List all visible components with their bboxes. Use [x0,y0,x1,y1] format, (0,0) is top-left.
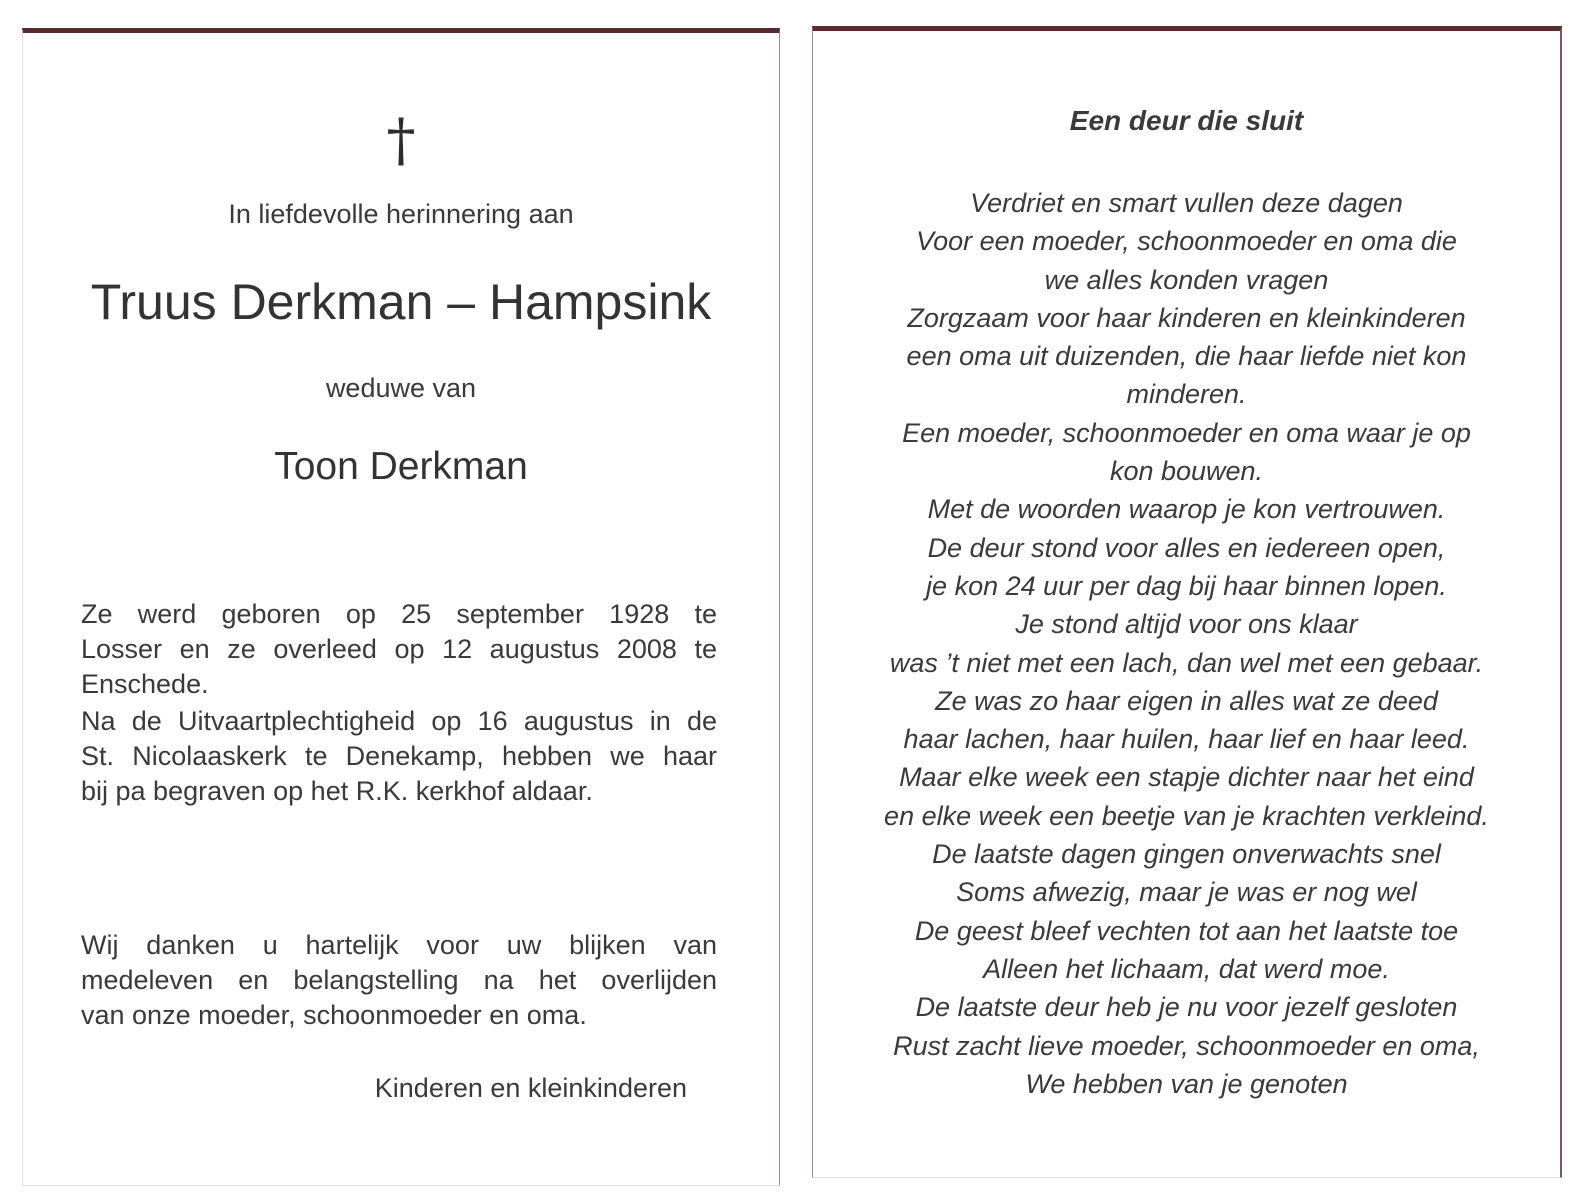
intro-text: In liefdevolle herinnering aan [228,199,574,229]
spouse-name: Toon Derkman [274,445,528,488]
poem-line: Soms afwezig, maar je was er nog wel [956,877,1417,908]
poem-line: Zorgzaam voor haar kinderen en kleinkinderen [907,302,1466,333]
cross-icon: † [386,106,416,174]
poem-line: De deur stond voor alles en iedereen open, [927,532,1446,563]
poem-line: haar lachen, haar huilen, haar lief en haar leed. [903,724,1470,755]
paragraph-line: St. Nicolaaskerk te Denekamp, hebben we haar [81,741,717,771]
poem-line: Een moeder, schoonmoeder en oma waar je op [902,417,1471,448]
poem-line: Ze was zo haar eigen in alles wat ze deed [935,685,1438,716]
poem-line: kon bouwen. [1109,456,1264,487]
memorial-card-front [22,28,780,1186]
poem-line: Je stond altijd voor ons klaar [1015,609,1358,640]
funeral-paragraph [81,704,717,809]
deceased-name: Truus Derkman – Hampsink [90,274,712,330]
thanks-paragraph [81,928,717,1033]
poem-line: en elke week een beetje van je krachten verkleind. [884,800,1489,831]
paragraph-line: Ze werd geboren op 25 september 1928 te [81,599,717,629]
poem-line: we alles konden vragen [1044,264,1329,295]
poem-line: Maar elke week een stapje dichter naar het eind [899,762,1474,793]
paragraph-line: Enschede. [81,669,209,699]
paragraph-line: Na de Uitvaartplechtigheid op 16 augustus in de [81,706,717,736]
poem-line: een oma uit duizenden, die haar liefde niet kon [906,341,1467,372]
signature-text: Kinderen en kleinkinderen [374,1073,687,1103]
paragraph-line: bij pa begraven op het R.K. kerkhof aldaar. [81,776,593,806]
poem-line: Met de woorden waarop je kon vertrouwen. [927,494,1446,525]
poem-line: Voor een moeder, schoonmoeder en oma die [916,226,1457,257]
poem-title: Een deur die sluit [1069,105,1304,136]
poem-line: De geest bleef vechten tot aan het laatste toe [914,915,1459,946]
paragraph-line: Losser en ze overleed op 12 augustus 2008 te [81,634,717,664]
widow-of-text: weduwe van [325,373,477,403]
paragraph-line: van onze moeder, schoonmoeder en oma. [81,1000,587,1030]
poem-line: De laatste deur heb je nu voor jezelf gesloten [915,992,1458,1023]
poem-line: Alleen het lichaam, dat werd moe. [983,953,1390,984]
memorial-card-back [812,26,1562,1178]
poem-line: De laatste dagen gingen onverwachts snel [932,839,1441,870]
poem-line: was ’t niet met een lach, dan wel met een gebaar. [889,647,1484,678]
poem-line: We hebben van je genoten [1025,1068,1348,1099]
poem-line: Verdriet en smart vullen deze dagen [970,188,1403,218]
poem-line: Rust zacht lieve moeder, schoonmoeder en oma, [893,1030,1480,1061]
poem-line: minderen. [1126,379,1247,410]
paragraph-line: Wij danken u hartelijk voor uw blijken van [81,930,717,960]
poem-body [813,184,1560,1103]
paragraph-line: medeleven en belangstelling na het overlijden [81,965,717,995]
poem-line: je kon 24 uur per dag bij haar binnen lopen. [926,570,1447,601]
birth-death-paragraph [81,597,717,702]
